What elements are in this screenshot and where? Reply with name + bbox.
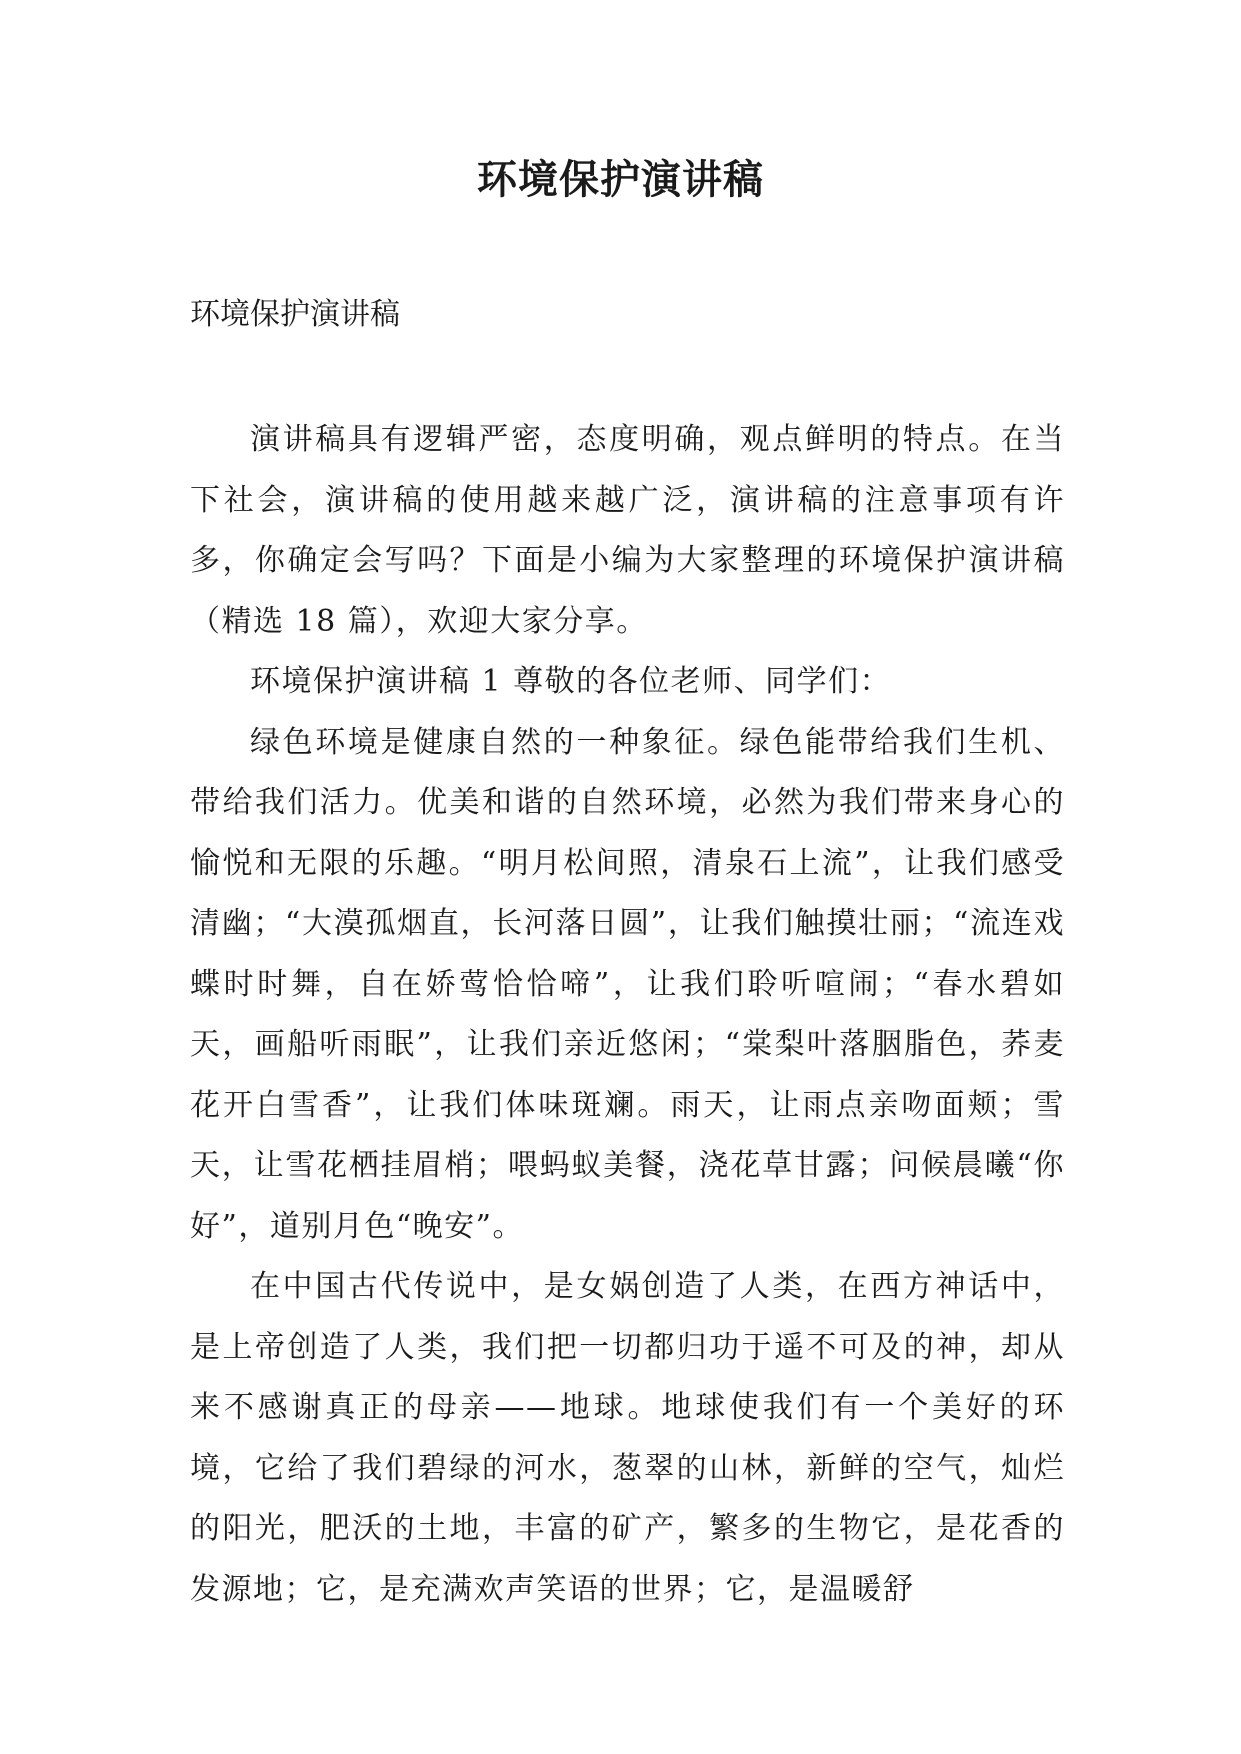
- paragraph-green-environment: 绿色环境是健康自然的一种象征。绿色能带给我们生机、带给我们活力。优美和谐的自然环境，必然为我们带来身心的愉悦和无限的乐趣。“明月松间照，清泉石上流”，让我们感受清幽；“大漠孤烟直，长河落日圆”，让我们触摸壮丽；“流连戏蝶时时舞，自在娇莺恰恰啼”，让我们聆听喧闹；“春水碧如天，画船听雨眠”，让我们亲近悠闲；“棠梨叶落胭脂色，荞麦花开白雪香”，让我们体味斑斓。雨天，让雨点亲吻面颊；雪天，让雪花栖挂眉梢；喂蚂蚁美餐，浇花草甘露；问候晨曦“你好”，道别月色“晚安”。: [190, 724, 1065, 1244]
- paragraph-greeting: 环境保护演讲稿 1 尊敬的各位老师、同学们：: [250, 664, 892, 699]
- document-subtitle: 环境保护演讲稿: [190, 297, 400, 332]
- paragraph-intro: 演讲稿具有逻辑严密，态度明确，观点鲜明的特点。在当下社会，演讲稿的使用越来越广泛，演讲稿的注意事项有许多，你确定会写吗？下面是小编为大家整理的环境保护演讲稿（精选 18 篇），欢迎大家分享。: [190, 422, 1065, 639]
- document-title: 环境保护演讲稿: [477, 156, 764, 203]
- paragraph-mother-earth: 在中国古代传说中，是女娲创造了人类，在西方神话中，是上帝创造了人类，我们把一切都归功于遥不可及的神，却从来不感谢真正的母亲——地球。地球使我们有一个美好的环境，它给了我们碧绿的河水，葱翠的山林，新鲜的空气，灿烂的阳光，肥沃的土地，丰富的矿产，繁多的生物它，是花香的发源地；它，是充满欢声笑语的世界；它，是温暖舒: [190, 1269, 1065, 1607]
- document-body: [190, 410, 1065, 1620]
